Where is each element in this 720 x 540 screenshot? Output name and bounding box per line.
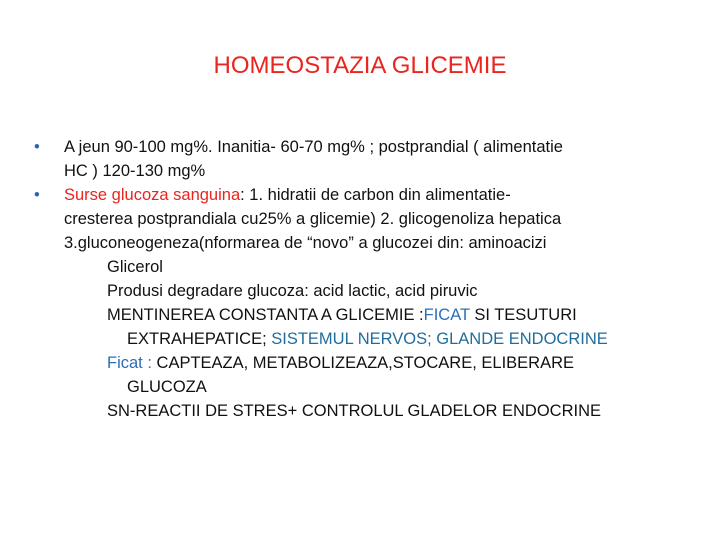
sub-item-glucoza: GLUCOZA <box>127 378 207 396</box>
text-a-jeun: A jeun 90-100 mg%. <box>64 138 213 156</box>
text-extrahepatice: EXTRAHEPATICE; <box>127 330 272 348</box>
text-inanitia: Inanitia- 60-70 mg% ; postprandial ( alimentatie <box>212 138 563 156</box>
text-si-tesuturi: SI TESUTURI <box>469 306 577 324</box>
sub-item-produsi: Produsi degradare glucoza: acid lactic, acid piruvic <box>107 282 478 300</box>
text-cresterea: cresterea postprandiala cu25% a glicemie) 2. glicogenoliza hepatica <box>64 210 562 228</box>
sub-item-extrahepatice <box>127 327 694 351</box>
text-surse-glucoza: Surse glucoza sanguina <box>64 186 241 204</box>
slide-content <box>34 135 694 423</box>
bullet-item-surse <box>34 183 694 255</box>
text-ficat-label: Ficat : <box>107 354 152 372</box>
text-sistemul-nervos: SISTEMUL NERVOS; GLANDE ENDOCRINE <box>271 330 608 348</box>
bullet-icon: • <box>34 138 40 156</box>
slide-title: HOMEOSTAZIA GLICEMIE <box>213 52 507 79</box>
sub-item-glicerol: Glicerol <box>107 258 163 276</box>
sub-item-sn-reactii: SN-REACTII DE STRES+ CONTROLUL GLADELOR ENDOCRINE <box>107 402 602 420</box>
text-gluconeogeneza: 3.gluconeogeneza(nformarea de “novo” a glucozei din: aminoacizi <box>64 234 547 252</box>
text-mentinerea: MENTINEREA CONSTANTA A GLICEMIE : <box>107 306 424 324</box>
text-hidratii: : 1. hidratii de carbon din alimentatie- <box>240 186 511 204</box>
text-ficat-highlight: FICAT <box>423 306 470 324</box>
sub-item-ficat <box>107 351 694 375</box>
text-hc: HC ) 120-130 mg% <box>64 162 206 180</box>
text-capteaza: CAPTEAZA, METABOLIZEAZA,STOCARE, ELIBERARE <box>151 354 575 372</box>
bullet-icon: • <box>34 186 40 204</box>
bullet-item-glicemie-values <box>34 135 694 183</box>
sub-item-mentinerea <box>107 303 694 327</box>
